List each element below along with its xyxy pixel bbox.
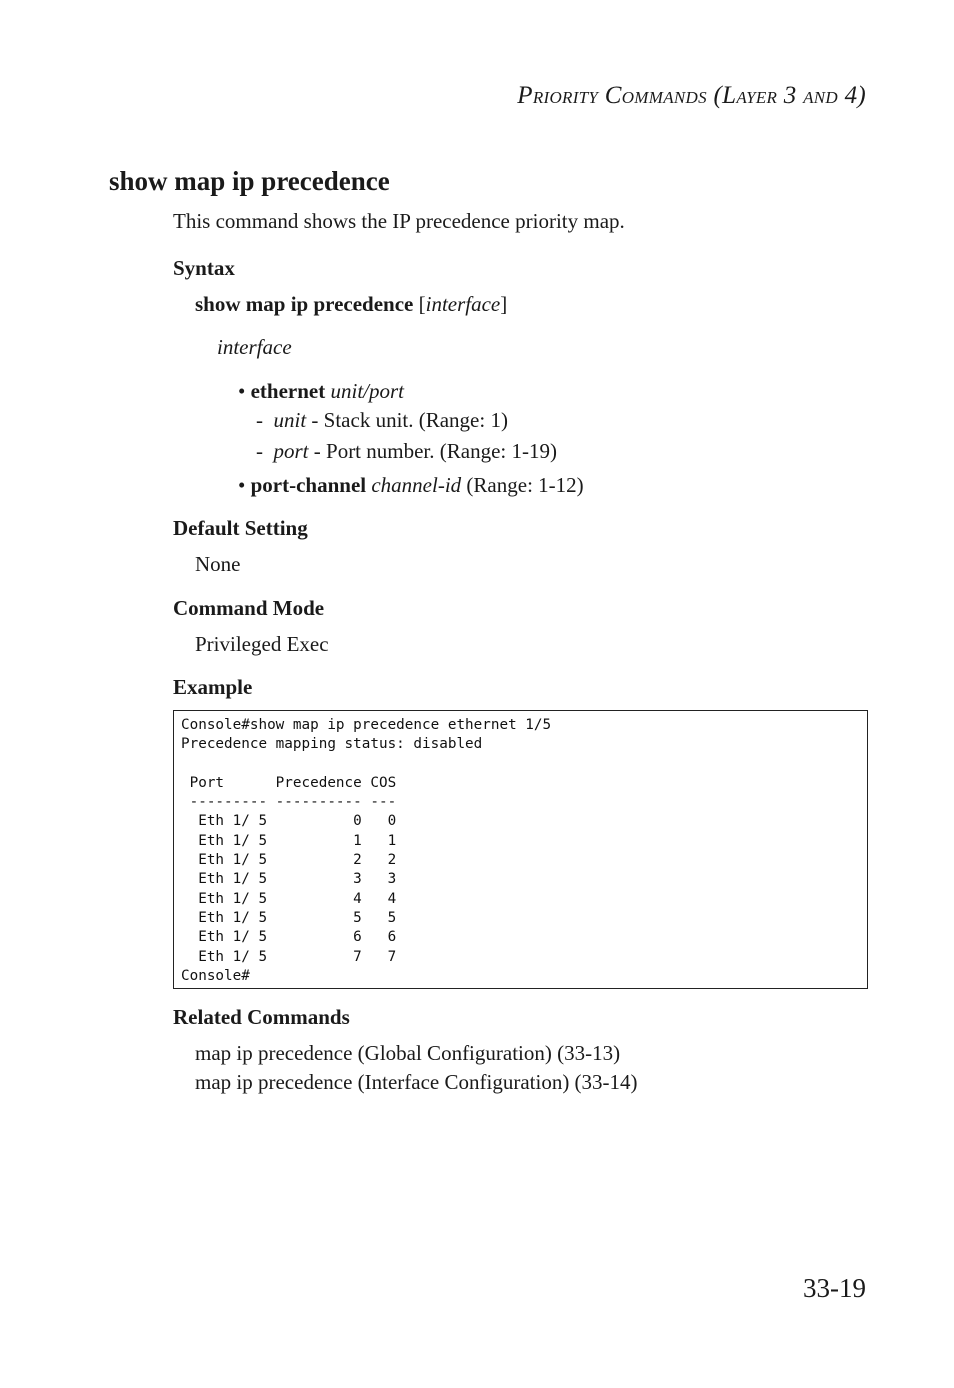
related-command-link[interactable]: map ip precedence (Interface Configuration) (33-14): [195, 1070, 638, 1094]
command-title: show map ip precedence: [109, 166, 390, 196]
running-head-part: OMMANDS: [621, 88, 707, 107]
running-head-part: C: [598, 82, 622, 109]
default-setting-heading: Default Setting: [173, 516, 308, 540]
unit-name: unit: [273, 408, 307, 432]
running-head-part: 4): [838, 82, 866, 109]
port-channel-keyword: port-channel: [250, 473, 367, 497]
dash-icon: -: [256, 439, 263, 463]
command-mode-heading: Command Mode: [173, 596, 325, 620]
running-head-part: AYER: [736, 88, 778, 107]
bullet-ethernet: [238, 379, 404, 404]
running-head: [517, 82, 866, 110]
running-head-part: P: [517, 82, 533, 109]
command-description: This command shows the IP precedence priority map.: [173, 209, 625, 233]
port-name: port: [273, 439, 309, 463]
example-code: Console#show map ip precedence ethernet 1/5 Precedence mapping status: disabled Port Precedence COS --------- ---------- --- Eth 1/ 5 0 0 Eth 1/ 5 1 1 Eth 1/ 5 2 2 Eth 1/ 5 3 3 Eth 1/ 5 4 4 Eth 1/ 5 5 5 Eth 1/ 5 6 6 Eth 1/ 5 7 7 Console#: [181, 717, 552, 984]
running-head-part: 3: [777, 82, 804, 109]
syntax-bracket-close: ]: [500, 292, 508, 316]
syntax-command: show map ip precedence: [195, 292, 414, 316]
port-desc: [256, 439, 557, 464]
channel-range: (Range: 1-12): [461, 473, 584, 497]
unit-range: - Stack unit. (Range: 1): [306, 408, 508, 432]
param-name: interface: [217, 335, 292, 359]
bullet-icon: •: [238, 379, 246, 403]
command-mode-value: Privileged Exec: [195, 632, 329, 656]
bullet-port-channel: [238, 473, 584, 498]
syntax-heading: Syntax: [173, 256, 235, 280]
related-commands-heading: Related Commands: [173, 1005, 350, 1029]
syntax-arg: interface: [425, 292, 501, 316]
dash-icon: -: [256, 408, 263, 432]
ethernet-keyword: ethernet: [250, 379, 326, 403]
example-heading: Example: [173, 675, 253, 699]
page-number: 33-19: [803, 1273, 866, 1303]
port-range: - Port number. (Range: 1-19): [308, 439, 557, 463]
unit-desc: [256, 408, 508, 433]
running-head-part: RIORITY: [532, 88, 599, 107]
running-head-part: (L: [706, 82, 737, 109]
related-command-link[interactable]: map ip precedence (Global Configuration) (33-13): [195, 1041, 621, 1065]
default-setting-value: None: [195, 552, 241, 576]
example-code-box: [173, 710, 868, 989]
channel-id-arg: channel-id: [371, 473, 462, 497]
bullet-icon: •: [238, 473, 246, 497]
syntax-bracket-open: [: [413, 292, 426, 316]
ethernet-args: unit/port: [330, 379, 405, 403]
running-head-part: AND: [803, 88, 839, 107]
syntax-line: [195, 292, 507, 317]
